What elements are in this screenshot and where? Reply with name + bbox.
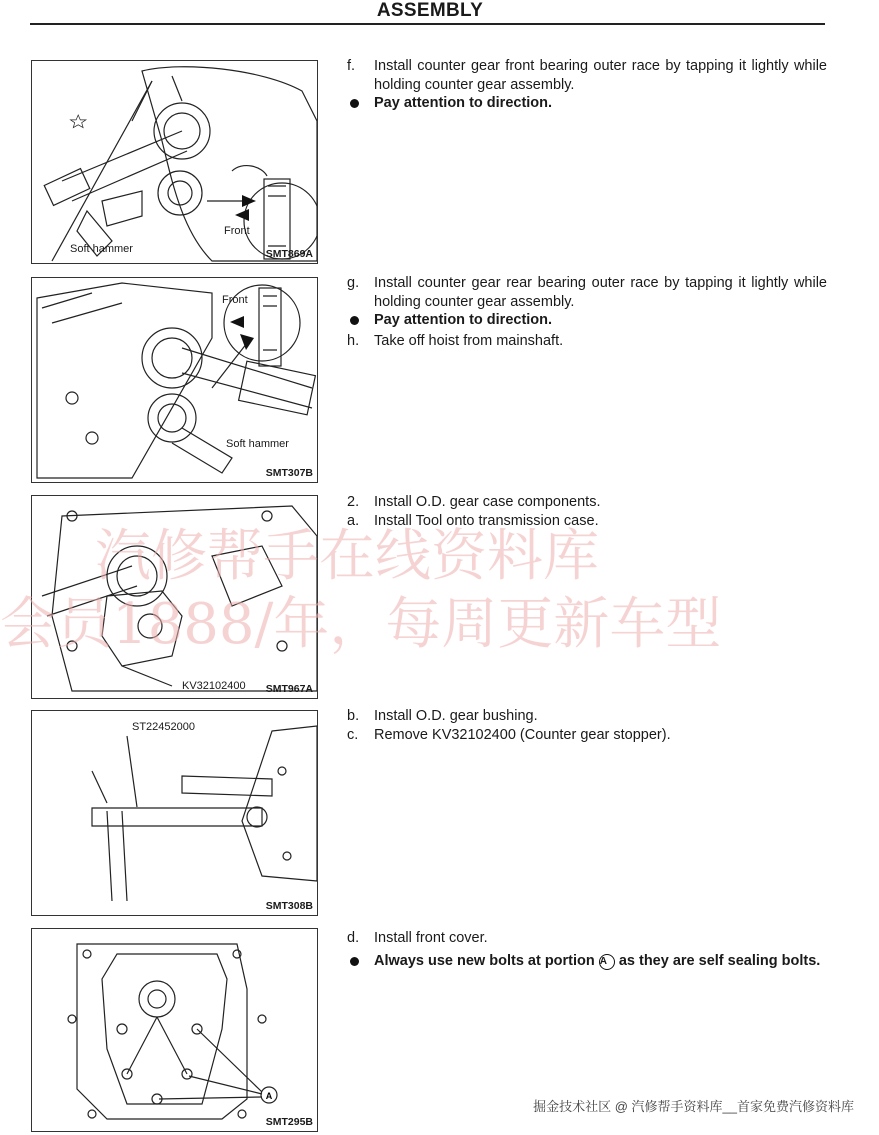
step-marker: d. [347,930,360,946]
callout-portion-a: A [265,1091,273,1101]
watermark-line-1: 汽修帮手在线资料库 [95,524,599,589]
step-d-note-post: as they are self sealing bolts. [618,952,821,969]
text-block-5 [347,929,827,972]
figure-smt307b [31,277,318,483]
step-f-note: Pay attention to direction. [374,95,553,111]
figure-code: SMT295B [265,1116,313,1128]
footer-credit: 掘金技术社区 @ 汽修帮手资料库__首家免费汽修资料库 [533,1099,854,1114]
step-marker: 2. [347,494,360,510]
bullet-icon [350,957,359,966]
bullet-icon [350,99,359,108]
step-d-note-pre: Always use new bolts at portion [374,952,595,969]
step-g-text: Install counter gear rear bearing outer race by tapping it lightly while holding counter gear assembly. [374,275,827,310]
page-title: ASSEMBLY [376,0,484,21]
portion-a-symbol: A [599,954,615,970]
figure-3-drawing [32,496,318,699]
step-g-note: Pay attention to direction. [374,312,553,328]
figure-code: SMT967A [265,683,313,695]
step-c-text: Remove KV32102400 (Counter gear stopper). [374,726,671,743]
step-f-text: Install counter gear front bearing outer race by tapping it lightly while holding counter gear assembly. [374,58,827,93]
step-marker: c. [347,726,359,743]
figure-code: SMT308B [265,900,313,912]
callout-front: Front [224,225,250,237]
bullet-icon [350,316,359,325]
text-block-4 [347,707,827,744]
callout-front: Front [222,294,248,306]
step-marker: f. [347,58,356,74]
watermark-line-2: 会员1888/年，每周更新车型 [0,592,722,657]
step-b-text: Install O.D. gear bushing. [374,708,538,724]
figure-smt295b [31,928,318,1132]
figure-smt967a [31,495,318,699]
step-2-text: Install O.D. gear case components. [374,494,601,510]
step-marker: b. [347,708,360,724]
step-d-text: Install front cover. [374,930,488,946]
step-h-text: Take off hoist from mainshaft. [374,332,564,349]
figure-smt308b [31,710,318,916]
step-marker: h. [347,332,360,349]
text-block-3 [347,493,827,530]
figure-code: SMT307B [265,467,313,479]
figure-code: SMT869A [265,248,313,260]
step-a-text: Install Tool onto transmission case. [374,512,599,529]
callout-tool-kv32102400: KV32102400 [182,680,246,692]
header-rule [30,23,825,25]
text-block-1 [347,57,827,113]
figure-2-drawing [32,278,318,483]
callout-soft-hammer: Soft hammer [226,438,289,450]
step-marker: g. [347,275,360,291]
figure-smt869a [31,60,318,264]
figure-4-drawing [32,711,318,916]
callout-soft-hammer: Soft hammer [70,243,133,255]
text-block-2 [347,274,827,350]
callout-tool-st22452000: ST22452000 [132,721,195,733]
step-marker: a. [347,512,360,529]
figure-5-drawing [32,929,318,1132]
figure-1-drawing [32,61,318,264]
